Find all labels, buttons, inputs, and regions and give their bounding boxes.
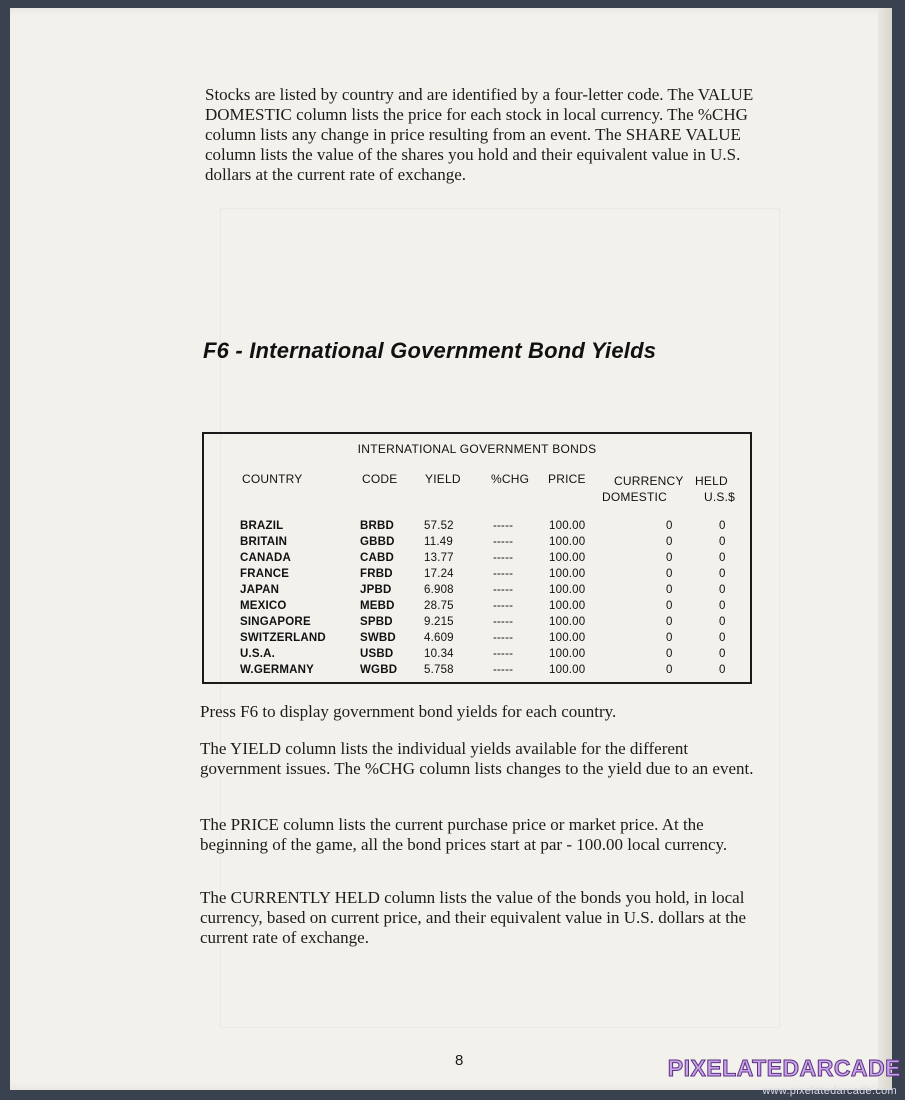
cell-held-us: 0 [719, 552, 726, 564]
page-number: 8 [455, 1052, 464, 1069]
cell-chg: ----- [493, 520, 514, 532]
cell-yield: 57.52 [424, 520, 454, 532]
cell-held-domestic: 0 [666, 536, 673, 548]
table-row [204, 600, 750, 616]
cell-yield: 10.34 [424, 648, 454, 660]
cell-held-domestic: 0 [666, 632, 673, 644]
table-row [204, 584, 750, 600]
header-chg: %CHG [491, 472, 530, 486]
cell-country: W.GERMANY [240, 664, 314, 676]
cell-held-us: 0 [719, 584, 726, 596]
cell-held-domestic: 0 [666, 616, 673, 628]
cell-yield: 6.908 [424, 584, 454, 596]
intro-paragraph: Stocks are listed by country and are identified by a four-letter code. The VALUE DOMESTIC column lists the price for each stock in local currency. The %CHG column lists any change in price resulting from an event. The SHARE VALUE column lists the value of the shares you hold and their equivalent value in U.S. dollars at the current rate of exchange. [205, 85, 754, 184]
cell-yield: 11.49 [424, 536, 453, 548]
cell-held-domestic: 0 [666, 552, 673, 564]
paragraph-price: The PRICE column lists the current purchase price or market price. At the beginning of the game, all the bond prices start at par - 100.00 local currency. [200, 815, 728, 854]
manual-page [10, 8, 892, 1090]
cell-chg: ----- [493, 536, 514, 548]
cell-price: 100.00 [549, 536, 586, 548]
table-row [204, 664, 750, 680]
cell-price: 100.00 [549, 632, 586, 644]
header-domestic: DOMESTIC [602, 490, 667, 504]
cell-held-us: 0 [719, 616, 726, 628]
cell-held-domestic: 0 [666, 600, 673, 612]
cell-yield: 4.609 [424, 632, 454, 644]
cell-chg: ----- [493, 600, 514, 612]
cell-held-us: 0 [719, 664, 726, 676]
cell-yield: 5.758 [424, 664, 454, 676]
cell-price: 100.00 [549, 648, 586, 660]
header-yield: YIELD [425, 472, 461, 486]
cell-price: 100.00 [549, 520, 586, 532]
cell-code: GBBD [360, 536, 395, 548]
table-row [204, 648, 750, 664]
cell-price: 100.00 [549, 584, 586, 596]
watermark-logo: PIXELATEDARCADE [667, 1055, 901, 1081]
cell-held-domestic: 0 [666, 648, 673, 660]
cell-price: 100.00 [549, 568, 586, 580]
cell-held-domestic: 0 [666, 520, 673, 532]
cell-country: FRANCE [240, 568, 290, 580]
table-row [204, 552, 750, 568]
header-code: CODE [362, 472, 398, 486]
cell-code: FRBD [360, 568, 393, 580]
section-heading: F6 - International Government Bond Yields [203, 338, 657, 363]
cell-country: BRITAIN [240, 536, 288, 548]
cell-country: JAPAN [240, 584, 280, 596]
cell-held-domestic: 0 [666, 568, 673, 580]
cell-price: 100.00 [549, 664, 586, 676]
cell-held-domestic: 0 [666, 664, 673, 676]
cell-country: CANADA [240, 552, 292, 564]
table-row [204, 616, 750, 632]
cell-code: SPBD [360, 616, 393, 628]
cell-code: WGBD [360, 664, 398, 676]
cell-held-us: 0 [719, 632, 726, 644]
cell-country: SWITZERLAND [240, 632, 326, 644]
cell-chg: ----- [493, 648, 514, 660]
table-title: INTERNATIONAL GOVERNMENT BONDS [357, 442, 597, 456]
cell-country: BRAZIL [240, 520, 284, 532]
paragraph-yield: The YIELD column lists the individual yields available for the different government issues. The %CHG column lists changes to the yield due to an event. [200, 739, 754, 778]
cell-price: 100.00 [549, 616, 586, 628]
table-row [204, 520, 750, 536]
header-us-dollars: U.S.$ [704, 490, 736, 504]
cell-yield: 13.77 [424, 552, 454, 564]
cell-chg: ----- [493, 632, 514, 644]
header-currency: CURRENCY [614, 474, 684, 488]
cell-held-us: 0 [719, 600, 726, 612]
cell-chg: ----- [493, 616, 514, 628]
cell-country: SINGAPORE [240, 616, 311, 628]
cell-chg: ----- [493, 552, 514, 564]
cell-held-us: 0 [719, 520, 726, 532]
cell-held-us: 0 [719, 536, 726, 548]
cell-yield: 9.215 [424, 616, 454, 628]
cell-held-domestic: 0 [666, 584, 673, 596]
cell-code: BRBD [360, 520, 395, 532]
cell-held-us: 0 [719, 568, 726, 580]
table-row [204, 632, 750, 648]
cell-yield: 17.24 [424, 568, 454, 580]
header-country: COUNTRY [242, 472, 303, 486]
bond-table [202, 432, 752, 684]
table-row [204, 536, 750, 552]
cell-chg: ----- [493, 664, 514, 676]
cell-code: USBD [360, 648, 394, 660]
table-row [204, 568, 750, 584]
watermark-url: www.pixelatedarcade.com [762, 1085, 897, 1097]
table-body [204, 520, 750, 680]
cell-chg: ----- [493, 568, 514, 580]
header-price: PRICE [548, 472, 586, 486]
paragraph-press-f6: Press F6 to display government bond yields for each country. [200, 702, 617, 721]
cell-code: JPBD [360, 584, 392, 596]
paragraph-currently-held: The CURRENTLY HELD column lists the value of the bonds you hold, in local currency, based on current price, and their equivalent value in U.S. dollars at the current rate of exchange. [200, 888, 747, 947]
cell-price: 100.00 [549, 600, 586, 612]
cell-yield: 28.75 [424, 600, 454, 612]
page-spine [878, 8, 892, 1090]
cell-price: 100.00 [549, 552, 586, 564]
cell-country: U.S.A. [240, 648, 276, 660]
cell-code: SWBD [360, 632, 396, 644]
header-held: HELD [695, 474, 728, 488]
cell-held-us: 0 [719, 648, 726, 660]
cell-code: CABD [360, 552, 395, 564]
cell-chg: ----- [493, 584, 514, 596]
cell-country: MEXICO [240, 600, 287, 612]
cell-code: MEBD [360, 600, 395, 612]
